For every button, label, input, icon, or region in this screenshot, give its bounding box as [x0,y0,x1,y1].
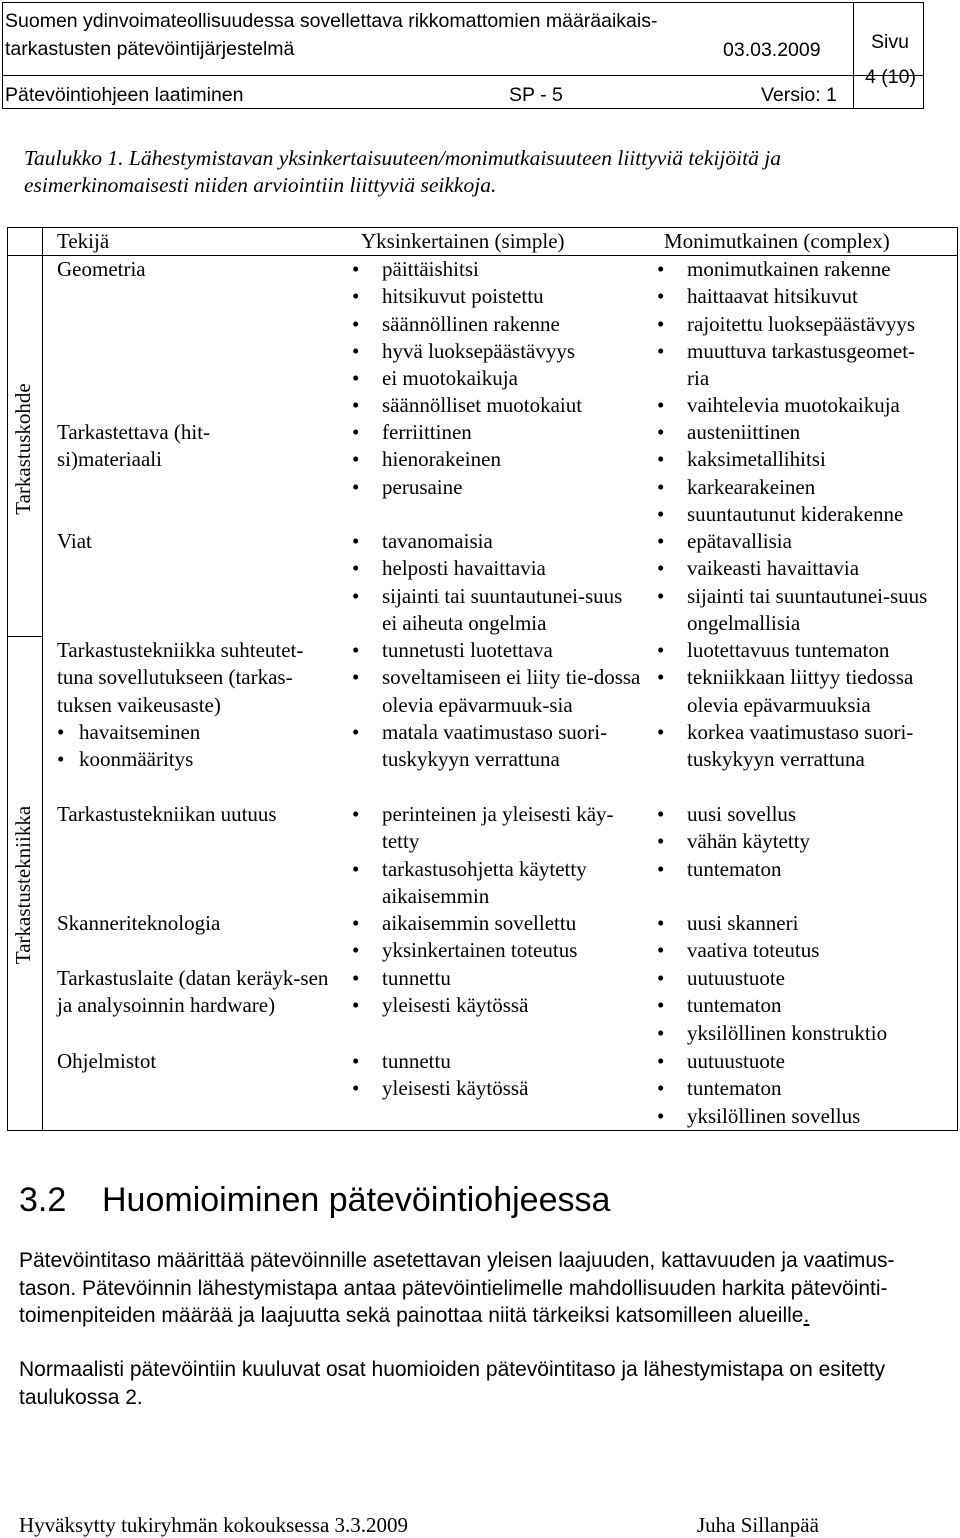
table-caption: Taulukko 1. Lähestymistavan yksinkertaisuuteen/monimutkaisuuteen liittyviä tekijöitä ja esimerkinomaisesti niiden arviointiin liittyviä seikkoja. [24,146,781,197]
factor-cell: Ohjelmistot [57,1049,157,1073]
list-item: • hitsikuvut poistettu [349,283,649,310]
list-item: • soveltamiseen ei liity tie-dossa olevia epävarmuuk-sia [349,664,644,719]
list-item: • yleisesti käytössä [349,992,649,1019]
header-divider [3,75,923,76]
section-heading [19,1180,610,1220]
complex-cell [654,965,954,1047]
list-item: • perusaine [349,474,649,501]
simple-cell [349,910,649,965]
list-item: • tuntematon [654,992,954,1019]
group-label-technique: Tarkastustekniikka [11,805,35,965]
list-item: • suuntautunut kiderakenne [654,501,954,528]
column-header-complex: Monimutkainen (complex) [664,229,890,253]
complex-cell [654,637,954,773]
complex-cell [654,801,954,883]
factor-cell [57,637,339,773]
list-item: • tunnettu [349,965,649,992]
list-item: • säännölliset muotokaiut [349,392,649,419]
simple-cell [349,528,649,637]
footer-approval: Hyväksytty tukiryhmän kokouksessa 3.3.2009 [19,1513,409,1537]
list-item: • ferriittinen [349,419,649,446]
column-header-factor: Tekijä [57,229,110,253]
list-item: • tuntematon [654,1075,954,1102]
body-paragraph: Normaalisti pätevöintiin kuuluvat osat huomioiden pätevöintitaso ja lähestymistapa on esitetty taulukossa 2. [19,1358,886,1409]
complex-cell [654,910,954,965]
list-item: • tunnettu [349,1048,649,1075]
list-item: • muuttuva tarkastusgeomet-ria [654,338,927,393]
header-date: 03.03.2009 [723,39,821,61]
factor-cell: Skanneriteknologia [57,911,221,935]
section-number: 3.2 [19,1181,67,1219]
paragraph-text: Pätevöintitaso määrittää pätevöinnille asetettavan yleisen laajuuden, kattavuuden ja vaatimus-tason. Pätevöinnin lähestymistapa antaa pätevöintielimelle mahdollisuuden harkita pätevöinti-toimenpiteiden määrää ja laajuutta sekä painottaa niitä tärkeiksi katsomilleen alueille [19,1249,895,1327]
list-item: • uusi skanneri [654,910,954,937]
header-section: Pätevöintiohjeen laatiminen [5,84,244,106]
list-item: • tekniikkaan liittyy tiedossa olevia epävarmuuksia [654,664,949,719]
header-title-line2: tarkastusten pätevöintijärjestelmä [5,38,295,60]
simple-cell [349,801,649,910]
list-item: • sijainti tai suuntautunei-suus ongelmallisia [654,583,952,638]
complex-cell [654,419,954,528]
simple-cell [349,256,649,420]
body-paragraph [19,1247,919,1330]
inline-link[interactable]: . [803,1304,810,1327]
complex-cell [654,256,954,420]
list-item: • tarkastusohjetta käytetty aikaisemmin [349,856,644,911]
factor-cell: Viat [57,529,92,553]
list-item: • yksilöllinen konstruktio [654,1020,954,1047]
list-item: • sijainti tai suuntautunei-suus ei aiheuta ongelmia [349,583,642,638]
simple-cell [349,419,649,501]
group-label-object: Tarkastuskohde [11,383,35,515]
simple-cell [349,965,649,1020]
list-item: • matala vaatimustaso suori-tuskykyyn verrattuna [349,719,644,774]
list-item: • ei muotokaikuja [349,365,649,392]
list-item: • haittaavat hitsikuvut [654,283,954,310]
header-version: Versio: 1 [761,84,837,106]
simple-cell [349,637,649,773]
list-item: • kaksimetallihitsi [654,446,954,473]
list-item: • karkearakeinen [654,474,954,501]
list-item: • helposti havaittavia [349,555,649,582]
list-item: • tunnetusti luotettava [349,637,644,664]
list-item: • päittäishitsi [349,256,649,283]
simple-cell [349,1048,649,1103]
list-item: • hyvä luoksepäästävyys [349,338,649,365]
list-item: • luotettavuus tuntematon [654,637,954,664]
list-item: • uusi sovellus [654,801,954,828]
group-column-divider [42,228,43,1130]
approach-factors-table [7,227,958,1131]
header-page-divider [853,3,854,108]
header-page-label: Sivu [871,31,909,53]
list-item: • koonmääritys [57,746,339,773]
list-item: • säännöllinen rakenne [349,311,649,338]
list-item: • tuntematon [654,856,954,883]
column-header-simple: Yksinkertainen (simple) [361,229,565,253]
factor-cell: Geometria [57,257,146,281]
complex-cell [654,1048,954,1130]
list-item: • monimutkainen rakenne [654,256,954,283]
factor-cell: Tarkastettava (hit-si)materiaali [57,420,211,472]
list-item: • yksilöllinen sovellus [654,1103,954,1130]
list-item: • aikaisemmin sovellettu [349,910,649,937]
header-doc-code: SP - 5 [509,84,563,106]
list-item: • hienorakeinen [349,446,649,473]
factor-text: Tarkastustekniikka suhteutet-tuna sovellutukseen (tarkas-tuksen vaikeusaste) [57,638,304,717]
list-item: • korkea vaatimustaso suori-tuskykyyn verrattuna [654,719,957,774]
document-header [2,2,924,109]
list-item: • vaativa toteutus [654,937,954,964]
header-title-line1: Suomen ydinvoimateollisuudessa sovellettava rikkomattomien määräaikais- [5,10,658,32]
list-item: • uutuustuote [654,1048,954,1075]
factor-cell: Tarkastustekniikan uutuus [57,802,277,826]
footer-author: Juha Sillanpää [697,1513,819,1537]
list-item: • uutuustuote [654,965,954,992]
factor-cell: Tarkastuslaite (datan keräyk-sen ja analysoinnin hardware) [57,966,329,1018]
section-title: Huomioiminen pätevöintiohjeessa [102,1181,611,1219]
list-item: • havaitseminen [57,719,339,746]
list-item: • perinteinen ja yleisesti käy-tetty [349,801,644,856]
list-item: • vähän käytetty [654,828,954,855]
list-item: • yksinkertainen toteutus [349,937,649,964]
list-item: • vaikeasti havaittavia [654,555,954,582]
group-divider [8,636,43,637]
header-page-number: 4 (10) [865,66,916,88]
list-item: • tavanomaisia [349,528,649,555]
list-item: • austeniittinen [654,419,954,446]
complex-cell [654,528,954,637]
list-item: • vaihtelevia muotokaikuja [654,392,954,419]
list-item: • epätavallisia [654,528,954,555]
list-item: • yleisesti käytössä [349,1075,649,1102]
list-item: • rajoitettu luoksepäästävyys [654,311,954,338]
